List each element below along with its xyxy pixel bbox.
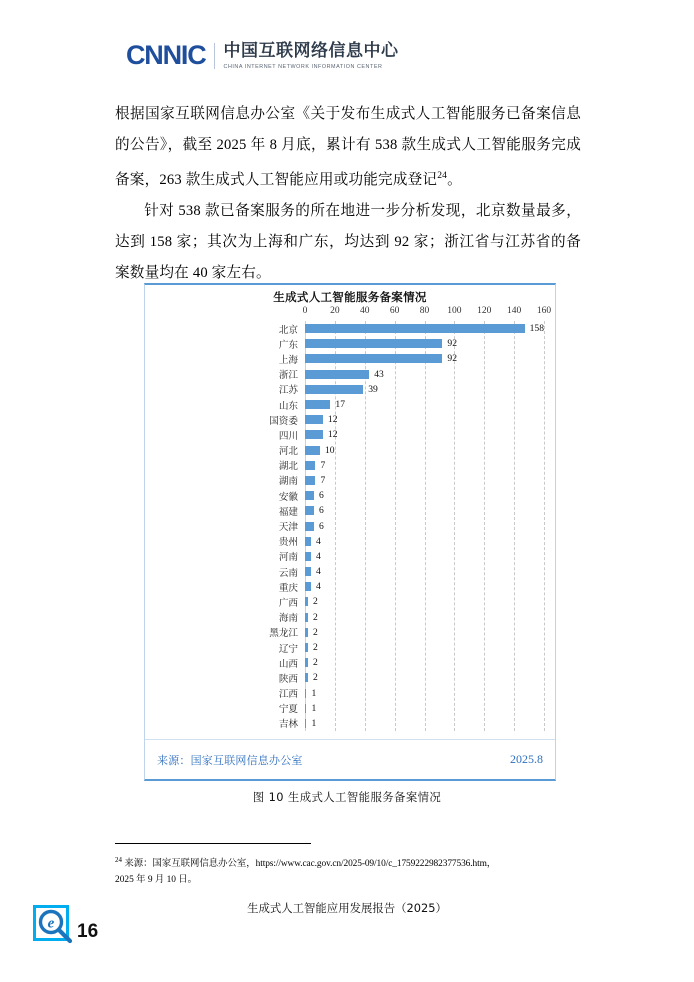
chart-bar [305,506,314,515]
footnote-block [115,852,585,888]
chart-value-label: 4 [315,535,321,547]
chart-category-label: 吉林 [278,719,298,731]
chart-bar [305,476,315,485]
footnote-text-before: 来源：国家互联网信息办公室， [122,859,256,870]
chart-bar-row [278,655,544,670]
chart-bar [305,567,311,576]
chart-bar-row [278,351,544,366]
chart-value-label: 158 [529,323,544,335]
paragraph-1-period: 。 [447,171,462,188]
footer-report-title: 生成式人工智能应用发展报告（2025） [247,901,447,915]
chart-category-label: 山东 [278,400,298,412]
chart-bar-row [278,367,544,382]
x-axis-tick: 20 [330,306,340,316]
chart-bar-row [278,443,544,458]
gridline [544,321,545,731]
chart-category-label: 天津 [278,522,298,534]
chart-category-label: 安徽 [278,491,298,503]
chart-bar-row [278,579,544,594]
chart-value-label: 6 [318,490,324,502]
chart-category-label: 湖北 [278,461,298,473]
chart-bar-row [278,397,544,412]
chart-category-label: 浙江 [278,370,298,382]
logo-chinese-block [224,42,399,70]
chart-category-label: 辽宁 [278,643,298,655]
paragraph-analysis: 针对 538 款已备案服务的所在地进一步分析发现，北京数量最多，达到 158 家；其次为上海和广东，均达到 92 家；浙江省与江苏省的备案数量均在 40 家左右。 [115,203,581,281]
chart-bar [305,430,323,439]
chart-category-label: 山西 [278,658,298,670]
chart-bar [305,370,369,379]
chart-bar-row [278,670,544,685]
chart-value-label: 12 [327,429,338,441]
chart-bar-row [278,336,544,351]
chart-value-label: 2 [312,626,318,638]
chart-bar [305,339,442,348]
chart-bar [305,582,311,591]
chart-bar-row [278,610,544,625]
chart-value-label: 12 [327,414,338,426]
chart-category-label: 云南 [278,567,298,579]
chart-category-label: 海南 [278,613,298,625]
chart-category-label: 上海 [278,354,298,366]
x-axis-tick: 0 [302,306,308,316]
cnnic-logo [126,42,399,70]
svg-text:e: e [47,915,55,932]
chart-value-label: 10 [324,444,335,456]
footnote-reference-24[interactable]: 24 [437,171,448,181]
x-axis-tick: 100 [447,306,462,316]
chart-value-label: 17 [335,399,345,411]
chart-bar-rows [269,321,544,731]
chart-value-label: 2 [312,672,318,684]
footnote-url[interactable]: https://www.cac.gov.cn/2025-09/10/c_1759222982377536.htm [255,859,487,870]
chart-category-label: 湖南 [278,476,298,488]
search-magnifier-logo-icon [33,905,75,947]
chart-bar [305,446,320,455]
paragraph-1-text: 根据国家互联网信息办公室《关于发布生成式人工智能服务已备案信息的公告》，截至 2025 年 8 月底，累计有 538 款生成式人工智能服务完成备案，263 款生成式人工智能应用或功能完成登记 [115,106,581,188]
chart-value-label: 4 [315,550,321,562]
chart-bar [305,400,330,409]
figure-caption: 图 10 生成式人工智能服务备案情况 [252,790,442,804]
chart-value-label: 1 [311,687,317,699]
chart-bar-row [278,549,544,564]
chart-value-label: 6 [318,505,324,517]
footnote-marker: 24 [115,856,122,864]
x-axis-tick: 60 [389,306,400,316]
chart-category-label: 江苏 [278,385,298,397]
chart-bar-row [269,625,544,640]
chart-value-label: 1 [311,702,317,714]
chart-category-label: 陕西 [278,673,298,685]
chart-bar-row [278,686,544,701]
chart-bar-row [278,382,544,397]
chart-category-label: 江西 [278,689,298,701]
chart-value-label: 7 [320,459,326,471]
chart-bar-row [278,701,544,716]
chart-value-label: 2 [312,596,318,608]
footnote-divider [115,843,311,844]
chart-value-label: 7 [320,474,326,486]
chart-bar [305,673,308,682]
chart-value-label: 1 [311,717,317,729]
chart-bar-row [278,488,544,503]
x-axis-tick: 120 [477,306,492,316]
chart-category-label: 广东 [278,339,298,351]
chart-bar-row [278,594,544,609]
chart-category-label: 国资委 [269,415,298,427]
paragraph-intro [115,99,581,196]
chart-bar [305,491,314,500]
cnnic-wordmark-icon: CNNIC [126,40,206,71]
x-axis-tick: 160 [536,306,552,316]
chart-category-label: 贵州 [278,537,298,549]
chart-bar-row [278,503,544,518]
chart-category-label: 重庆 [278,582,298,594]
chart-category-label: 广西 [278,597,298,609]
chart-category-label: 福建 [278,506,298,518]
chart-title: 生成式人工智能服务备案情况 [273,290,427,304]
chart-source-label: 来源：国家互联网信息办公室 [157,753,303,767]
chart-bar-row [278,534,544,549]
chart-value-label: 92 [447,338,458,350]
chart-bar [305,537,311,546]
chart-bar [305,522,314,531]
chart-value-label: 2 [312,642,318,654]
chart-category-label: 北京 [278,324,298,336]
chart-plot-area [269,321,544,731]
chart-bar-row [278,716,544,731]
chart-source-date: 2025.8 [510,752,543,766]
chart-value-label: 4 [315,581,321,593]
chart-bar [305,689,306,698]
chart-bar-row [278,427,544,442]
chart-bar [305,354,442,363]
chart-category-label: 宁夏 [278,704,298,716]
chart-x-axis [302,306,552,320]
chart-bar-row [278,473,544,488]
x-axis-tick: 40 [360,306,370,316]
page-number: 16 [77,921,99,942]
chart-bar [305,704,306,713]
chart-category-label: 四川 [278,430,298,442]
logo-divider [214,43,215,69]
chart-value-label: 43 [374,368,384,380]
chart-bar [305,324,525,333]
chart-bar-row [278,640,544,655]
chart-bar-row [278,564,544,579]
chart-source-bar [145,739,555,779]
chart-value-label: 4 [315,566,321,578]
chart-bar-row [278,458,544,473]
chart-value-label: 39 [368,383,378,395]
chart-bar [305,628,308,637]
chart-bar [305,415,323,424]
chart-value-label: 92 [447,353,458,365]
chart-bar [305,385,363,394]
chart-category-label: 河南 [278,552,298,564]
footnote-text-after: ， [486,859,497,870]
chart-bar-row [278,518,544,534]
chart-value-label: 2 [312,657,318,669]
chart-bar [305,613,308,622]
chart-bar [305,461,315,470]
chart-bar [305,643,308,652]
chart-bar [305,719,306,728]
chart-bar-row [278,321,544,336]
chart-container [144,283,556,781]
chart-bar [305,597,308,606]
footnote-date: 2025 年 9 月 10 日。 [115,875,198,886]
chart-category-label: 黑龙江 [269,628,298,640]
x-axis-tick: 80 [419,306,430,316]
chart-value-label: 6 [318,520,324,532]
chart-bar [305,658,308,667]
chart-value-label: 2 [312,611,318,623]
logo-chinese-name: 中国互联网络信息中心 [223,41,399,61]
chart-category-label: 河北 [278,446,298,458]
x-axis-tick: 140 [507,306,522,316]
chart-bar-row [269,412,544,427]
logo-english-name: CHINA INTERNET NETWORK INFORMATION CENTER [223,63,383,70]
chart-bar [305,552,311,561]
